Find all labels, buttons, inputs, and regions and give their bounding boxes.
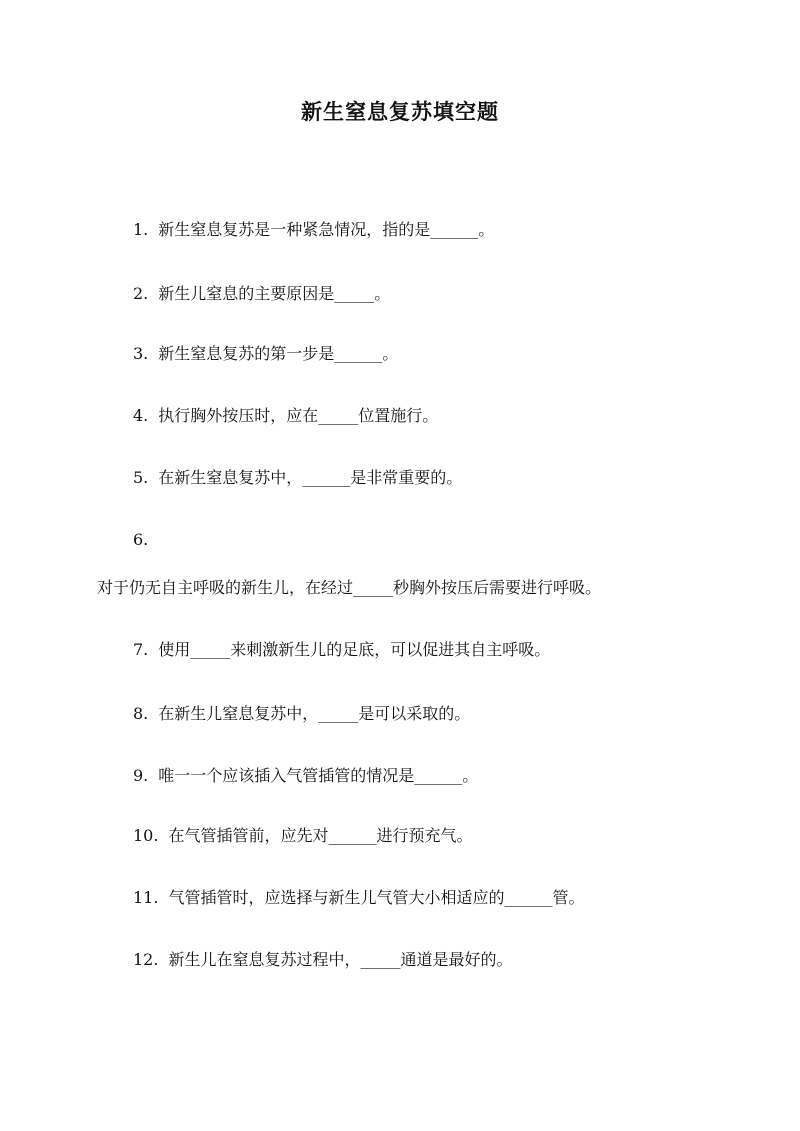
question-11 (133, 887, 584, 909)
question-text: 新生窒息复苏的第一步是______。 (158, 344, 399, 363)
question-text: 气管插管时，应选择与新生儿气管大小相适应的______管。 (168, 888, 585, 907)
question-7 (133, 639, 550, 661)
question-number: 9. (133, 766, 149, 785)
question-number: 2. (133, 284, 149, 303)
question-number: 3. (133, 344, 149, 363)
question-3 (133, 343, 398, 365)
question-8 (133, 703, 470, 725)
question-text: 在新生儿窒息复苏中，_____是可以采取的。 (158, 704, 471, 723)
question-text: 新生儿在窒息复苏过程中，_____通道是最好的。 (168, 950, 513, 969)
question-text: 新生儿窒息的主要原因是_____。 (158, 284, 391, 303)
question-4 (133, 405, 438, 427)
question-number: 8. (133, 704, 149, 723)
question-number: 5. (133, 468, 149, 487)
question-number: 12. (133, 950, 159, 969)
question-text: 唯一一个应该插入气管插管的情况是______。 (158, 766, 479, 785)
document-title: 新生窒息复苏填空题 (301, 99, 499, 124)
question-number: 7. (133, 640, 149, 659)
question-9 (133, 765, 478, 787)
question-6 (97, 577, 601, 599)
question-6-number (133, 529, 158, 551)
question-text: 在气管插管前，应先对______进行预充气。 (168, 826, 473, 845)
question-12 (133, 949, 512, 971)
question-text: 使用_____来刺激新生儿的足底，可以促进其自主呼吸。 (158, 640, 551, 659)
question-text: 对于仍无自主呼吸的新生儿，在经过_____秒胸外按压后需要进行呼吸。 (97, 578, 602, 597)
question-2 (133, 283, 390, 305)
question-number: 1. (133, 220, 149, 239)
question-10 (133, 825, 472, 847)
question-5 (133, 467, 462, 489)
question-text: 执行胸外按压时，应在_____位置施行。 (158, 406, 439, 425)
question-number: 11. (133, 888, 159, 907)
question-number: 10. (133, 826, 159, 845)
question-text: 在新生窒息复苏中，______是非常重要的。 (158, 468, 463, 487)
question-1 (133, 219, 494, 241)
question-number: 4. (133, 406, 149, 425)
question-number: 6. (133, 530, 149, 549)
question-text: 新生窒息复苏是一种紧急情况，指的是______。 (158, 220, 495, 239)
